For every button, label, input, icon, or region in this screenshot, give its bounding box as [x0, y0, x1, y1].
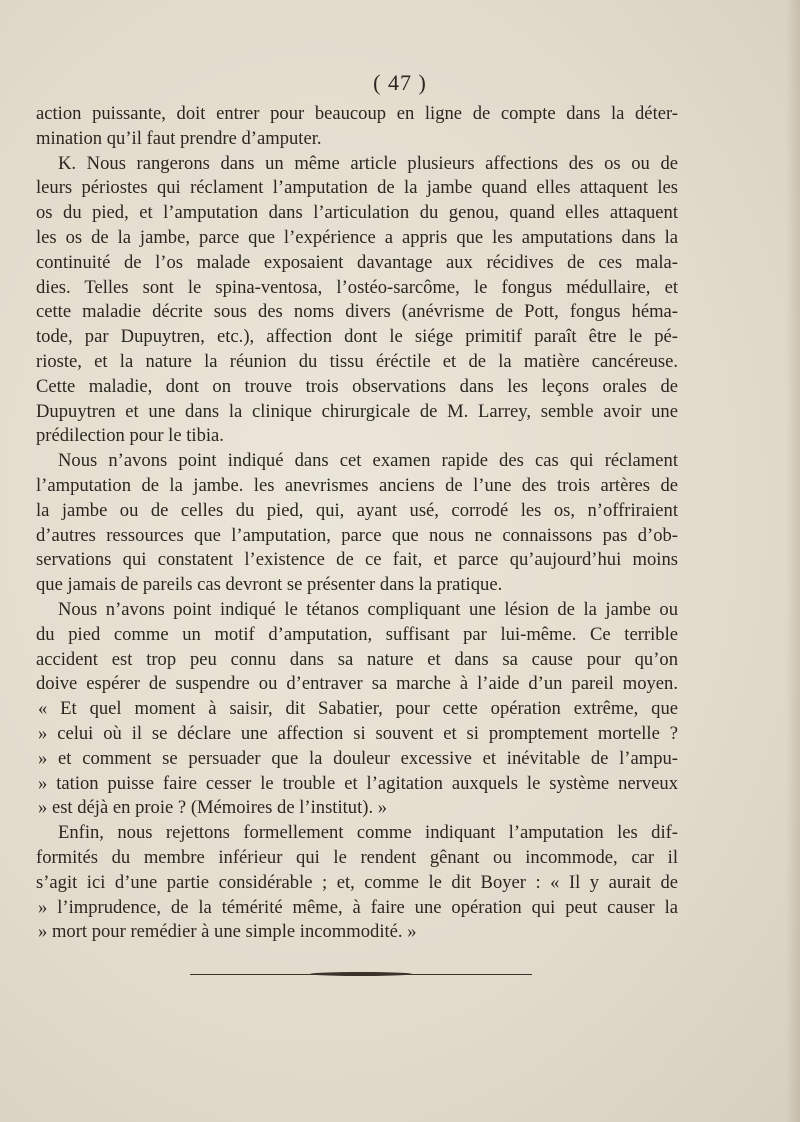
text-line: Nous n’avons point indiqué le tétanos compliquant une lésion de la jambe ou	[58, 598, 678, 620]
text-line: que jamais de pareils cas devront se présenter dans la pratique.	[36, 574, 503, 596]
text-line: Nous n’avons point indiqué dans cet examen rapide des cas qui réclament	[58, 450, 678, 472]
text-line: s’agit ici d’une partie considérable ; et, comme le dit Boyer : « Il y aurait de	[36, 871, 678, 893]
text-line: Cette maladie, dont on trouve trois observations dans les leçons orales de	[36, 375, 678, 397]
text-line: « Et quel moment à saisir, dit Sabatier, pour cette opération extrême, que	[38, 698, 678, 720]
text-line: » et comment se persuader que la douleur excessive et inévitable de l’ampu-	[38, 747, 678, 769]
text-line: » mort pour remédier à une simple incommodité. »	[38, 921, 417, 943]
text-line: prédilection pour le tibia.	[36, 425, 224, 447]
text-line: l’amputation de la jambe. les anevrismes anciens de l’une des trois artères de	[36, 474, 678, 496]
text-line: formités du membre inférieur qui le rendent gênant ou incommode, car il	[36, 846, 678, 868]
text-line: doive espérer de suspendre ou d’entraver sa marche à l’aide d’un pareil moyen.	[36, 673, 678, 695]
body-text	[36, 102, 678, 945]
text-line: la jambe ou de celles du pied, qui, ayant usé, corrodé les os, n’offriraient	[36, 499, 678, 521]
text-line: leurs périostes qui réclament l’amputation de la jambe quand elles attaquent les	[36, 177, 678, 199]
text-line: K. Nous rangerons dans un même article plusieurs affections des os ou de	[58, 152, 678, 174]
rule-swell	[310, 972, 412, 976]
text-line: Dupuytren et une dans la clinique chirurgicale de M. Larrey, semble avoir une	[36, 400, 678, 422]
text-line: accident est trop peu connu dans sa nature et dans sa cause pour qu’on	[36, 648, 678, 670]
text-line: action puissante, doit entrer pour beaucoup en ligne de compte dans la déter-	[36, 103, 678, 124]
text-line: continuité de l’os malade exposaient davantage aux récidives de ces mala-	[36, 251, 678, 273]
text-line: les os de la jambe, parce que l’expérience a appris que les amputations dans la	[36, 226, 678, 248]
text-line: » l’imprudence, de la témérité même, à faire une opération qui peut causer la	[38, 896, 678, 918]
text-line: mination qu’il faut prendre d’amputer.	[36, 127, 322, 149]
text-line: » tation puisse faire cesser le trouble et l’agitation auxquels le système nerveux	[38, 772, 678, 794]
text-line: » est déjà en proie ? (Mémoires de l’institut). »	[38, 797, 388, 819]
text-line: os du pied, et l’amputation dans l’articulation du genou, quand elles attaquent	[36, 202, 678, 224]
page-number: ( 47 )	[373, 70, 427, 95]
text-line: d’autres ressources que l’amputation, parce que nous ne connaissons pas d’ob-	[36, 524, 678, 546]
end-ornament-rule	[190, 971, 532, 979]
text-line: dies. Telles sont le spina-ventosa, l’ostéo-sarcôme, le fongus médullaire, et	[36, 276, 678, 298]
text-line: du pied comme un motif d’amputation, suffisant par lui-même. Ce terrible	[36, 623, 678, 645]
text-line: tode, par Dupuytren, etc.), affection dont le siége primitif paraît être le pé-	[36, 326, 678, 348]
text-line: Enfin, nous rejettons formellement comme indiquant l’amputation les dif-	[58, 822, 678, 844]
text-line: » celui où il se déclare une affection si souvent et si promptement mortelle ?	[38, 722, 678, 744]
text-line: cette maladie décrite sous des noms divers (anévrisme de Pott, fongus héma-	[36, 301, 678, 323]
text-line: servations qui constatent l’existence de ce fait, et parce qu’aujourd’hui moins	[36, 549, 678, 571]
text-line: rioste, et la nature la réunion du tissu éréctile et de la matière cancéreuse.	[36, 350, 678, 372]
